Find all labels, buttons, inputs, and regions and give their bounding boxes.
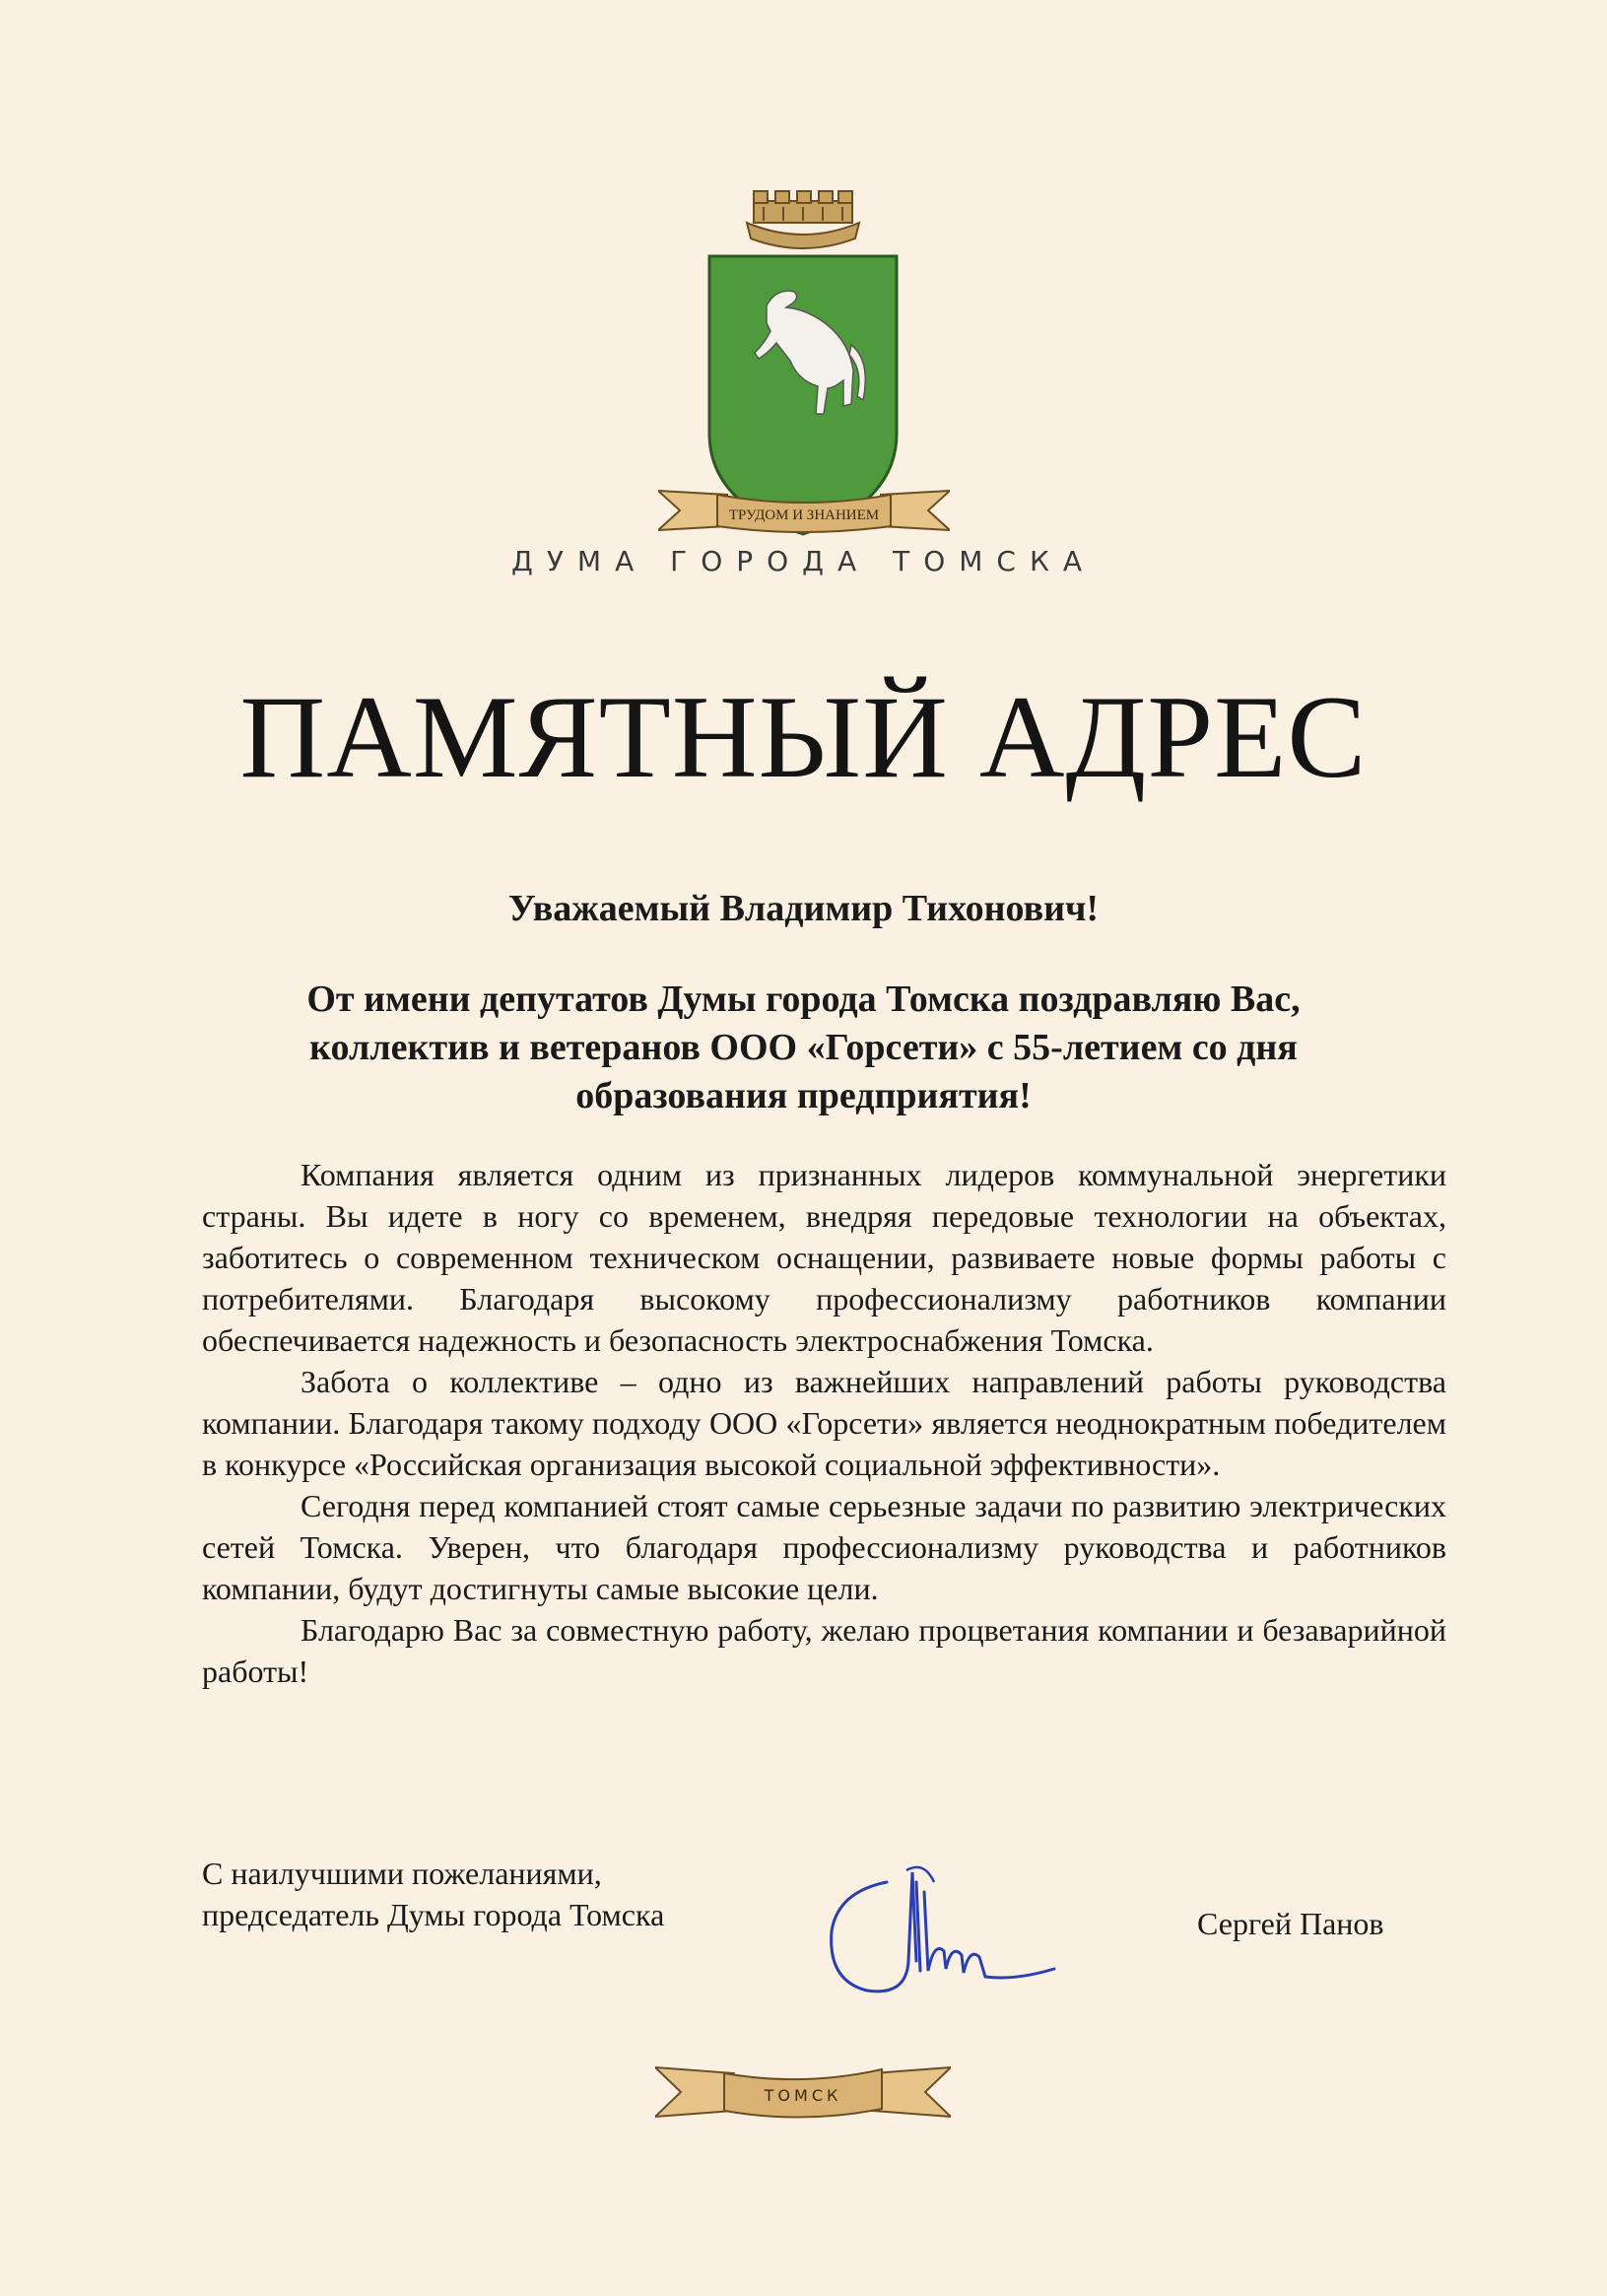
intro-text: [227, 976, 1380, 1120]
closing-block: [202, 1853, 664, 1935]
paragraph: Забота о коллективе – одно из важнейших направлений работы руководства компании. Благодаря такому подходу ООО «Горсети» является неоднократным победителем в конкурсе «Российская организация высокой социальной эффективности».: [202, 1364, 1446, 1482]
paragraph: Сегодня перед компанией стоят самые серьезные задачи по развитию электрических сетей Томска. Уверен, что благодаря профессионализму руководства и работников компании, будут достигнуты самые высокие цели.: [202, 1488, 1446, 1606]
city-ribbon-text: ТОМСК: [764, 2086, 842, 2105]
intro-line: От имени депутатов Думы города Томска поздравляю Вас,: [306, 979, 1301, 1020]
organization-name: ДУМА ГОРОДА ТОМСКА: [510, 545, 1096, 577]
city-ribbon-icon: [655, 2048, 951, 2136]
signer-name: Сергей Панов: [1197, 1906, 1384, 1941]
document-title: ПАМЯТНЫЙ АДРЕС: [239, 671, 1368, 802]
paragraph: Компания является одним из признанных лидеров коммунальной энергетики страны. Вы идете в ногу со временем, внедряя передовые технологии на объектах, заботитесь о современном техническом оснащении, развиваете новые формы работы с потребителями. Благодаря высокому профессионализму работников компании обеспечивается надежность и безопасность электроснабжения Томска.: [202, 1157, 1446, 1358]
signature-icon: [818, 1853, 1064, 2010]
salutation: Уважаемый Владимир Тихонович!: [507, 888, 1100, 929]
crown-icon: [747, 191, 859, 248]
body-text: [202, 1154, 1446, 1692]
motto-ribbon-icon: [658, 481, 950, 540]
motto-text: ТРУДОМ И ЗНАНИЕМ: [728, 507, 880, 523]
paragraph: Благодарю Вас за совместную работу, желаю процветания компании и безаварийной работы!: [202, 1612, 1446, 1689]
closing-line: С наилучшими пожеланиями,: [202, 1856, 602, 1891]
intro-line: образования предприятия!: [575, 1075, 1032, 1116]
signer-position: председатель Думы города Томска: [202, 1897, 665, 1932]
intro-line: коллектив и ветеранов ООО «Горсети» с 55-летием со дня: [309, 1027, 1298, 1068]
